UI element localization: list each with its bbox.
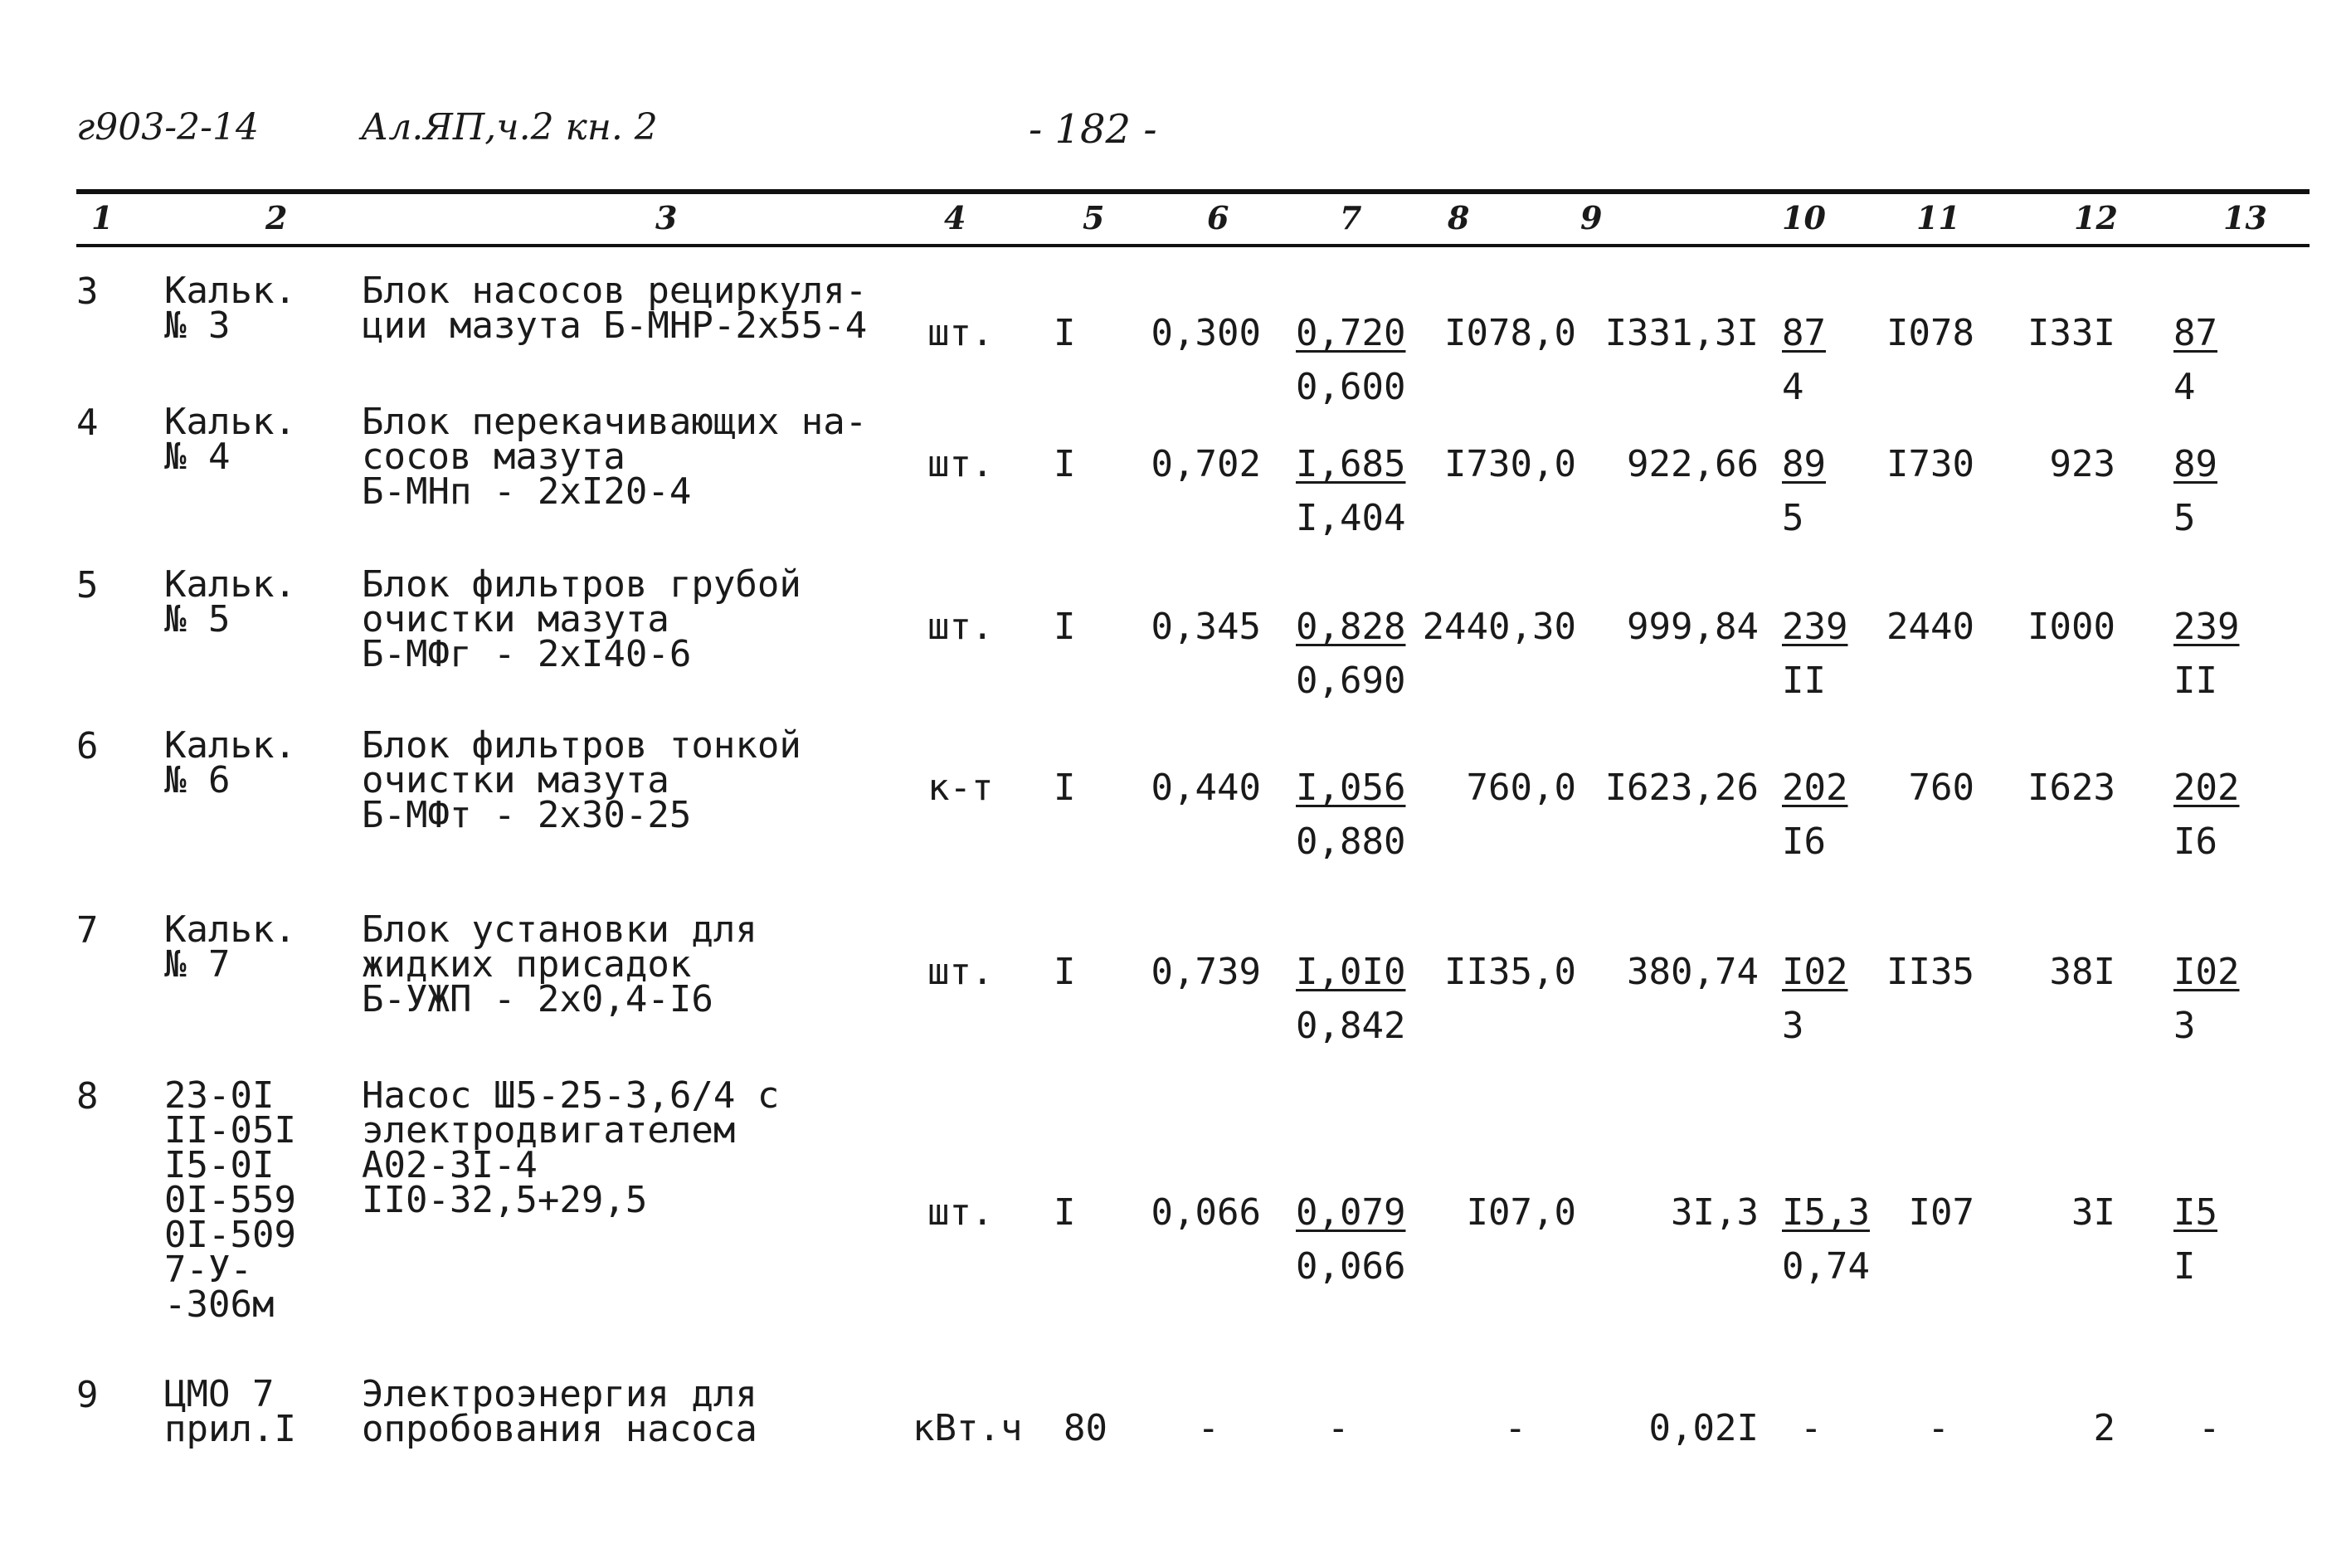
quantity: I — [1054, 443, 1076, 485]
col8-value: I730,0 — [1444, 443, 1576, 485]
col7-top: I,0I0 — [1296, 951, 1406, 993]
col10-bottom: 0,74 — [1782, 1245, 1870, 1288]
col11-value: 760 — [1908, 767, 1974, 809]
item-name: Блок насосов рециркуля- ции мазута Б-МНР-2х55-4 — [362, 270, 868, 347]
row-number: 3 — [76, 270, 99, 313]
col7-top: 0,828 — [1296, 606, 1406, 648]
col13-top: 89 — [2173, 443, 2217, 485]
page-number: - 182 - — [1029, 106, 1157, 153]
col10-top: 202 — [1782, 767, 1848, 809]
col10-top: 239 — [1782, 606, 1848, 648]
col12-value: 3I — [2071, 1191, 2115, 1234]
item-name: Блок фильтров тонкой очистки мазута Б-МФт - 2х30-25 — [362, 724, 801, 836]
col6-value: 0,345 — [1151, 606, 1261, 648]
col13-bottom: 3 — [2173, 1005, 2196, 1047]
col7-bottom: 0,842 — [1296, 1005, 1406, 1047]
col13-bottom: I — [2173, 1245, 2196, 1288]
document-code: г903-2-14 — [76, 106, 259, 149]
col8-value: 760,0 — [1466, 767, 1576, 809]
col13-top: 202 — [2173, 767, 2240, 809]
row-number: 8 — [76, 1075, 99, 1118]
col10-bottom: I6 — [1782, 821, 1826, 863]
col10-bottom: 3 — [1782, 1005, 1804, 1047]
unit: шт. — [927, 312, 994, 354]
quantity: I — [1054, 951, 1076, 993]
item-name: Электроэнергия для опробования насоса — [362, 1373, 757, 1450]
col13-bottom: 5 — [2173, 497, 2196, 539]
col9-value: 380,74 — [1627, 951, 1759, 993]
row-number: 7 — [76, 909, 99, 952]
col7-top: - — [1327, 1407, 1350, 1449]
col11-value: - — [1927, 1407, 1949, 1449]
column-number: 8 — [1448, 199, 1470, 236]
quantity: I — [1054, 1191, 1076, 1234]
col9-value: I623,26 — [1604, 767, 1759, 809]
col7-top: I,056 — [1296, 767, 1406, 809]
col6-value: 0,300 — [1151, 312, 1261, 354]
column-number: 5 — [1083, 199, 1105, 236]
item-name: Блок перекачивающих на- сосов мазута Б-МНп - 2хI20-4 — [362, 401, 868, 513]
col6-value: 0,066 — [1151, 1191, 1261, 1234]
col12-value: I623 — [2027, 767, 2115, 809]
col7-bottom: I,404 — [1296, 497, 1406, 539]
col12-value: 923 — [2049, 443, 2115, 485]
col13-bottom: I6 — [2173, 821, 2217, 863]
col8-value: 2440,30 — [1422, 606, 1576, 648]
col11-value: I730 — [1886, 443, 1974, 485]
col7-top: I,685 — [1296, 443, 1406, 485]
column-number: 4 — [944, 199, 966, 236]
col8-value: - — [1504, 1407, 1526, 1449]
column-number: 7 — [1340, 199, 1362, 236]
item-name: Блок фильтров грубой очистки мазута Б-МФг - 2хI40-6 — [362, 563, 801, 675]
col8-value: I078,0 — [1444, 312, 1576, 354]
column-number: 13 — [2223, 199, 2267, 236]
col10-bottom: 4 — [1782, 366, 1804, 408]
column-number: 1 — [91, 199, 114, 236]
table-top-rule — [76, 189, 2310, 194]
col10-bottom: II — [1782, 660, 1826, 702]
justification-code: ЦМО 7 прил.I — [164, 1373, 296, 1450]
col9-value: 999,84 — [1627, 606, 1759, 648]
col12-value: 38I — [2049, 951, 2115, 993]
col9-value: 3I,3 — [1671, 1191, 1759, 1234]
col7-bottom: 0,600 — [1296, 366, 1406, 408]
justification-code: Кальк. № 5 — [164, 563, 296, 640]
unit: к-т — [927, 767, 994, 809]
table-header-rule — [76, 244, 2310, 247]
col6-value: 0,440 — [1151, 767, 1261, 809]
item-name: Насос Ш5-25-3,6/4 с электродвигателем A02-3I-4 II0-32,5+29,5 — [362, 1074, 780, 1221]
col10-top: 87 — [1782, 312, 1826, 354]
col13-top: - — [2198, 1407, 2221, 1449]
col8-value: II35,0 — [1444, 951, 1576, 993]
justification-code: Кальк. № 3 — [164, 270, 296, 347]
col13-top: 239 — [2173, 606, 2240, 648]
col7-top: 0,079 — [1296, 1191, 1406, 1234]
quantity: I — [1054, 312, 1076, 354]
col6-value: - — [1197, 1407, 1219, 1449]
col6-value: 0,702 — [1151, 443, 1261, 485]
row-number: 5 — [76, 564, 99, 606]
quantity: I — [1054, 606, 1076, 648]
col10-top: 89 — [1782, 443, 1826, 485]
col9-value: 922,66 — [1627, 443, 1759, 485]
unit: шт. — [927, 1191, 994, 1234]
unit: шт. — [927, 606, 994, 648]
column-number: 12 — [2074, 199, 2118, 236]
unit: кВт.ч — [913, 1407, 1023, 1449]
col7-bottom: 0,066 — [1296, 1245, 1406, 1288]
col7-bottom: 0,690 — [1296, 660, 1406, 702]
unit: шт. — [927, 951, 994, 993]
row-number: 6 — [76, 725, 99, 767]
col13-top: I5 — [2173, 1191, 2217, 1234]
unit: шт. — [927, 443, 994, 485]
col10-bottom: 5 — [1782, 497, 1804, 539]
col9-value: 0,02I — [1648, 1407, 1759, 1449]
col11-value: I078 — [1886, 312, 1974, 354]
column-number: 6 — [1207, 199, 1229, 236]
row-number: 4 — [76, 402, 99, 444]
col8-value: I07,0 — [1466, 1191, 1576, 1234]
column-number: 11 — [1916, 199, 1960, 236]
col11-value: II35 — [1886, 951, 1974, 993]
col7-bottom: 0,880 — [1296, 821, 1406, 863]
column-number: 9 — [1580, 199, 1603, 236]
quantity: 80 — [1064, 1407, 1107, 1449]
item-name: Блок установки для жидких присадок Б-УЖП - 2х0,4-I6 — [362, 908, 757, 1020]
col10-top: I5,3 — [1782, 1191, 1870, 1234]
col11-value: I07 — [1908, 1191, 1974, 1234]
col13-bottom: II — [2173, 660, 2217, 702]
column-number: 2 — [265, 199, 288, 236]
col13-top: I02 — [2173, 951, 2240, 993]
justification-code: 23-0I II-05I I5-0I 0I-559 0I-509 7-У- -306м — [164, 1074, 296, 1326]
col13-top: 87 — [2173, 312, 2217, 354]
justification-code: Кальк. № 7 — [164, 908, 296, 986]
justification-code: Кальк. № 6 — [164, 724, 296, 801]
column-number: 10 — [1782, 199, 1826, 236]
col12-value: I000 — [2027, 606, 2115, 648]
col12-value: 2 — [2093, 1407, 2115, 1449]
quantity: I — [1054, 767, 1076, 809]
col7-top: 0,720 — [1296, 312, 1406, 354]
col13-bottom: 4 — [2173, 366, 2196, 408]
col11-value: 2440 — [1886, 606, 1974, 648]
col6-value: 0,739 — [1151, 951, 1261, 993]
column-number: 3 — [655, 199, 678, 236]
row-number: 9 — [76, 1374, 99, 1416]
col10-top: - — [1800, 1407, 1823, 1449]
album-reference: Ал.ЯП,ч.2 кн. 2 — [361, 106, 658, 149]
col12-value: I33I — [2027, 312, 2115, 354]
justification-code: Кальк. № 4 — [164, 401, 296, 478]
col9-value: I331,3I — [1604, 312, 1759, 354]
col10-top: I02 — [1782, 951, 1848, 993]
